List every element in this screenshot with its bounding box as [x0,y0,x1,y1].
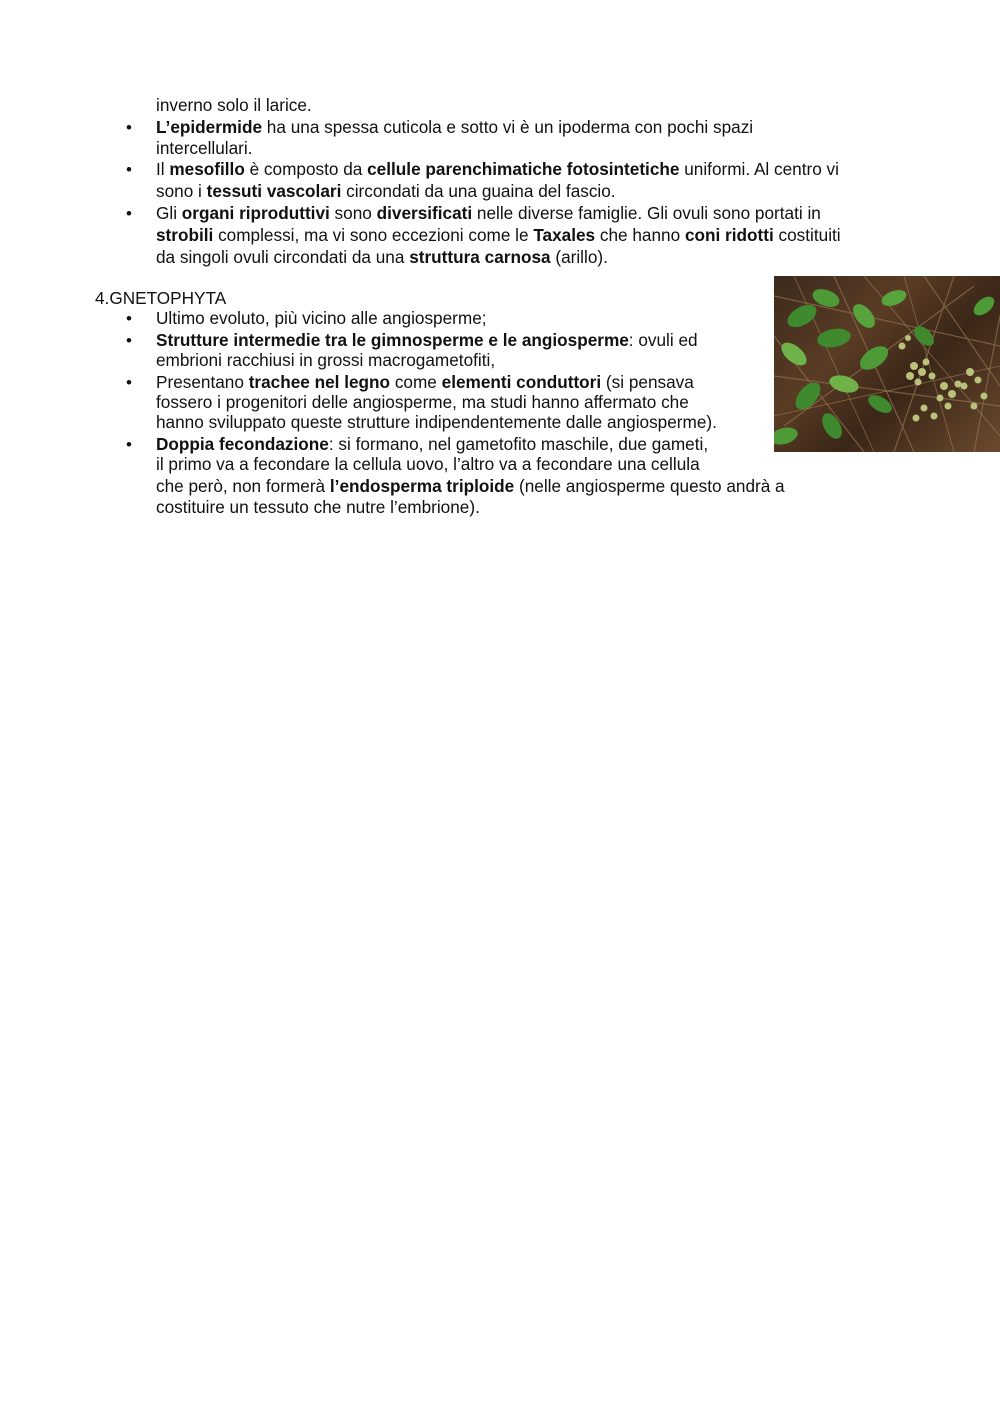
heading-text: 4.GNETOPHYTA [95,288,227,308]
bold-term: l’endosperma triploide [329,476,515,496]
bold-term: struttura carnosa [409,247,551,267]
bold-term: mesofillo [169,159,245,179]
text: embrioni racchiusi in grossi macrogametofiti, [156,350,496,370]
text: uniformi. Al centro vi [679,159,839,179]
text: che però, non formerà [156,476,330,496]
text: ha una spessa cuticola e sotto vi è un ipoderma con pochi spazi [262,117,754,137]
text: sono i [156,181,207,201]
bold-term: strobili [156,225,214,245]
bold-term: tessuti vascolari [206,181,342,201]
bold-term: trachee nel legno [248,372,391,392]
text: : ovuli ed [628,330,698,350]
bold-term: diversificati [376,203,473,223]
text: che hanno [595,225,685,245]
list-item-continuation [156,476,785,498]
text: Gli [156,203,182,223]
text: Presentano [156,372,249,392]
list-item-continuation [156,392,689,414]
list-item-mesofillo [156,159,839,181]
text: inverno solo il larice. [156,95,312,115]
text: il primo va a fecondare la cellula uovo, l’altro va a fecondare una cellula [156,454,700,474]
bold-term: Taxales [533,225,596,245]
text: Ultimo evoluto, più vicino alle angiosperme; [156,308,487,328]
list-item-epidermide [156,117,753,139]
continuation-line [156,95,312,117]
list-item-continuation [156,497,480,519]
list-item-continuation [156,350,495,372]
text: (si pensava [601,372,694,392]
list-item-continuation [156,412,717,434]
plant-illustration [774,276,1000,452]
bullet: • [126,435,132,454]
list-item-continuation [156,225,841,247]
plant-photo [774,276,1000,452]
text: circondati da una guaina del fascio. [341,181,616,201]
text: costituire un tessuto che nutre l’embrione). [156,497,480,517]
list-item-trachee [156,372,694,394]
list-item-continuation [156,454,700,476]
text: (nelle angiosperme questo andrà a [514,476,785,496]
text: hanno sviluppato queste strutture indipendentemente dalle angiosperme). [156,412,717,432]
list-item-organi-riproduttivi [156,203,821,225]
text: complessi, ma vi sono eccezioni come le [213,225,534,245]
bold-term: Strutture intermedie tra le gimnosperme e le angiosperme [156,330,629,350]
bullet: • [126,309,132,328]
text: intercellulari. [156,138,253,158]
bold-term: cellule parenchimatiche fotosintetiche [367,159,680,179]
text: : si formano, nel gametofito maschile, due gameti, [328,434,709,454]
bullet: • [126,118,132,137]
text: è composto da [244,159,368,179]
bullet: • [126,331,132,350]
list-item-continuation [156,247,608,269]
list-item-ultimo-evoluto [156,308,487,330]
text: nelle diverse famiglie. Gli ovuli sono portati in [472,203,821,223]
text: come [390,372,442,392]
bullet: • [126,373,132,392]
text: Il [156,159,170,179]
list-item-continuation [156,138,252,160]
text: sono [329,203,377,223]
text: (arillo). [550,247,608,267]
list-item-doppia-fecondazione [156,434,708,456]
bold-term: Doppia fecondazione [156,434,329,454]
bullet: • [126,204,132,223]
section-heading [95,288,226,310]
text: fossero i progenitori delle angiosperme, ma studi hanno affermato che [156,392,689,412]
list-item-continuation [156,181,616,203]
bullet: • [126,160,132,179]
text: da singoli ovuli circondati da una [156,247,410,267]
bold-term: elementi conduttori [441,372,602,392]
bold-term: L’epidermide [156,117,263,137]
bold-term: organi riproduttivi [181,203,330,223]
leaves [774,286,998,448]
text: costituiti [773,225,841,245]
bold-term: coni ridotti [684,225,774,245]
list-item-strutture-intermedie [156,330,698,352]
